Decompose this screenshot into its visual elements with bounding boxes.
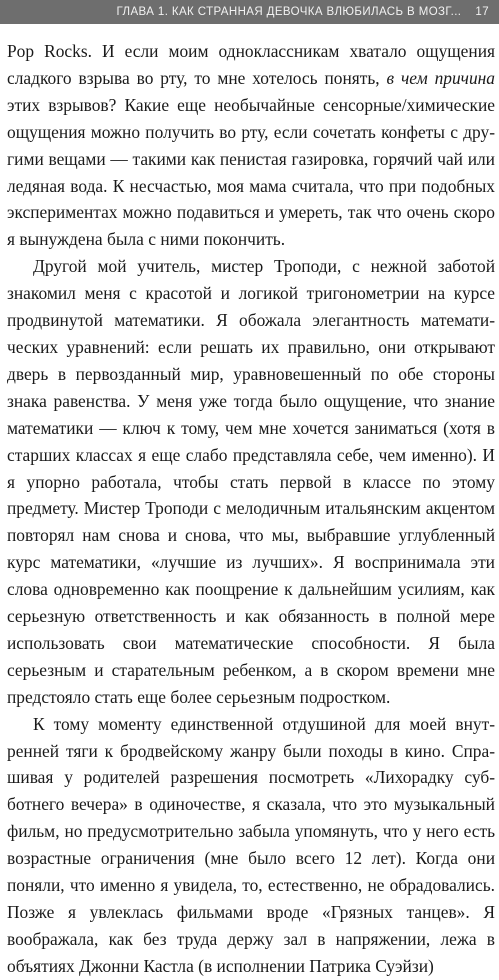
paragraph-3-text: К тому моменту единственной отдушиной для моей внутренней тяги к бродвейскому жанру были походы в кино. Спрашивая у родителей разрешения посмотреть «Лихорадку субботнего вечера» в одиночестве, я сказала, что это музыкальный фильм, но предусмотрительно забыла упомянуть, что у него есть возрастные ограничения (мне было всего 12 лет). Когда они поняли, что именно я увидела, то, естественно, не обрадовались. Позже я увлеклась фильмами вроде «Грязных танцев». Я воображала, как без труда держу зал в напряжении, лежа в объятиях Джонни Кастла (в исполнении Патрика Суэйзи)	[7, 713, 495, 976]
chapter-title: ГЛАВА 1. КАК СТРАННАЯ ДЕВОЧКА ВЛЮБИЛАСЬ В МОЗГ...	[116, 6, 462, 18]
body-text	[7, 38, 495, 980]
paragraph-3	[7, 711, 495, 980]
page-number: 17	[475, 6, 489, 18]
paragraph-1-emphasis: в чем причина	[386, 67, 495, 88]
paragraph-2	[7, 253, 495, 710]
paragraph-1-text-b: этих взрывов? Какие еще необычайные сенсорные/химические ощущения можно получить во рту, если сочетать конфеты с другими вещами — такими как пенистая газировка, горячий чай или ледяная вода. К несчастью, моя мама считала, что при подобных экспериментах можно подавиться и умереть, так что очень скоро я вынуждена была с ними покончить.	[7, 94, 495, 250]
running-header	[0, 0, 499, 24]
paragraph-1	[7, 38, 495, 253]
paragraph-2-text: Другой мой учитель, мистер Троподи, с нежной заботой знакомил меня с красотой и логикой тригонометрии на курсе продвинутой математики. Я обожала элегантность математических уравнений: если решать их правильно, они открывают дверь в первозданный мир, уравновешенный по обе стороны знака равенства. У меня уже тогда было ощущение, что знание математики — ключ к тому, чем мне хочется заниматься (хотя в старших классах я еще слабо представляла себе, чем именно). И я упорно работала, чтобы стать первой в классе по этому предмету. Мистер Троподи с мелодичным итальянским акцентом повторял нам снова и снова, что мы, выбравшие углубленный курс математики, «лучшие из лучших». Я воспринимала эти слова одновременно как поощрение к дальнейшим усилиям, как серьезную ответственность и как обязанность в полной мере использовать свои математические способности. Я была серьезным и старательным ребенком, а в скором времени мне предстояло стать еще более серьезным подростком.	[7, 256, 495, 707]
paragraph-1-text-a: Pop Rocks. И если моим одноклассникам хватало ощущения сладкого взрыва во рту, то мне хотелось понять,	[7, 41, 495, 88]
